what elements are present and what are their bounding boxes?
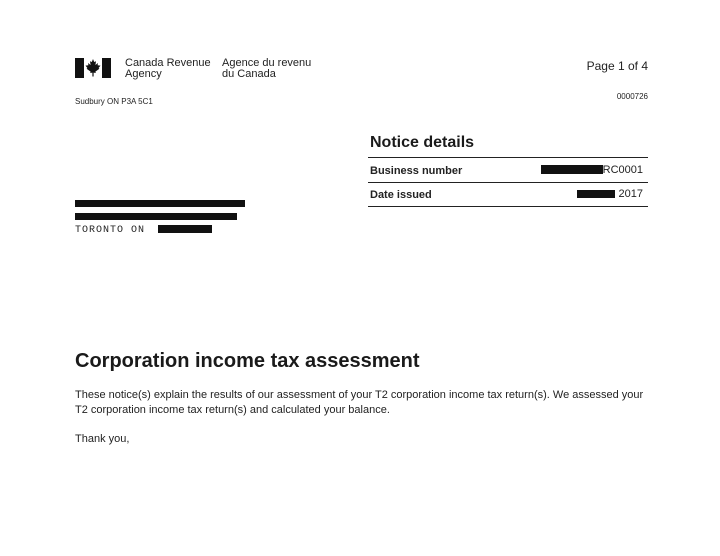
redacted-date xyxy=(577,190,615,198)
business-number-suffix: RC0001 xyxy=(602,164,643,176)
agency-fr-line2: du Canada xyxy=(222,68,276,80)
notice-details-title: Notice details xyxy=(370,134,475,151)
document-number: 0000726 xyxy=(616,92,648,101)
agency-name-english xyxy=(125,58,211,80)
assessment-paragraph: These notice(s) explain the results of our assessment of your T2 corporation income tax return(s). We assessed your T2 corporation income tax return(s) and calculated your balance. xyxy=(75,389,644,416)
notice-divider-bottom xyxy=(368,206,648,207)
redacted-business-number xyxy=(541,165,603,174)
canada-flag-logo xyxy=(75,58,111,78)
page-indicator: Page 1 of 4 xyxy=(586,59,648,73)
date-issued-year: 2017 xyxy=(618,188,643,200)
business-number-label: Business number xyxy=(370,165,463,177)
recipient-city-text: TORONTO ON xyxy=(75,225,146,236)
agency-en-line1: Canada Revenue xyxy=(125,57,211,69)
assessment-heading: Corporation income tax assessment xyxy=(75,350,420,372)
flag-left-bar xyxy=(75,58,84,78)
closing-text: Thank you, xyxy=(75,433,130,445)
notice-divider-top xyxy=(368,157,648,158)
redacted-postal-code xyxy=(158,225,212,233)
business-number-value xyxy=(520,164,643,176)
notice-divider-middle xyxy=(368,182,648,183)
recipient-city xyxy=(75,225,212,236)
agency-fr-line1: Agence du revenu xyxy=(222,57,312,69)
maple-leaf-icon xyxy=(85,59,101,77)
date-issued-value xyxy=(520,188,643,200)
redacted-recipient-street xyxy=(75,213,237,220)
redacted-recipient-name xyxy=(75,200,245,207)
agency-en-line2: Agency xyxy=(125,68,162,80)
date-issued-label: Date issued xyxy=(370,189,432,201)
flag-right-bar xyxy=(102,58,111,78)
agency-name-french xyxy=(222,58,311,80)
office-address: Sudbury ON P3A 5C1 xyxy=(75,97,153,106)
